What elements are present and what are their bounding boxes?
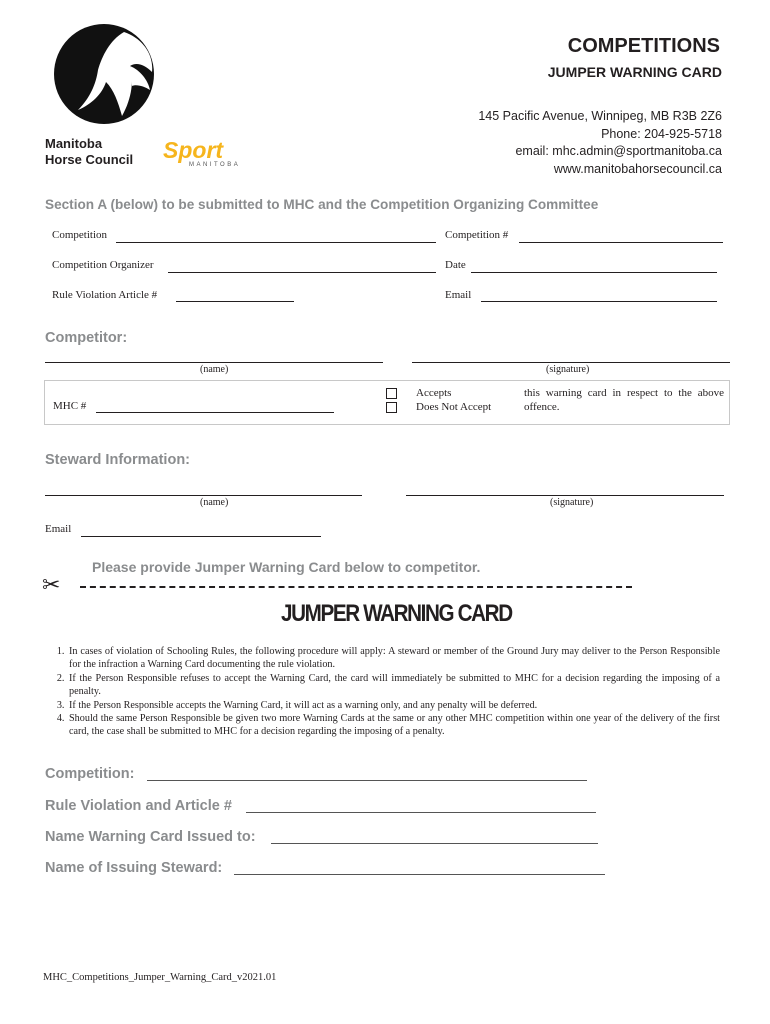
org-name-line1: Manitoba — [45, 136, 103, 151]
website: www.manitobahorsecouncil.ca — [553, 161, 722, 176]
email-field[interactable] — [481, 301, 717, 302]
horse-head-icon — [44, 24, 164, 139]
not-accept-checkbox[interactable] — [386, 402, 397, 413]
mhc-number-label: MHC # — [53, 400, 87, 412]
page-subtitle: JUMPER WARNING CARD — [547, 64, 722, 80]
card-issuing-steward-label: Name of Issuing Steward: — [45, 860, 223, 876]
organizer-field[interactable] — [168, 272, 436, 273]
page-title: COMPETITIONS — [567, 35, 720, 57]
accepts-checkbox[interactable] — [386, 388, 397, 399]
competitor-signature-caption: (signature) — [546, 364, 590, 375]
rules-list — [45, 645, 720, 739]
org-name-line2: Horse Council — [45, 152, 134, 167]
rule-item: 1. In cases of violation of Schooling Rules, the following procedure will apply: A steward or member of the Ground Jury may deliver to the Person Responsible for the infraction a Warning Card documenting the rule violation. — [67, 645, 720, 672]
mhc-logo — [44, 24, 164, 139]
steward-name-field[interactable] — [45, 495, 362, 496]
sport-manitoba-logo — [163, 138, 243, 172]
competitor-name-field[interactable] — [45, 362, 383, 363]
not-accept-label: Does Not Accept — [416, 401, 492, 413]
date-label: Date — [445, 259, 466, 271]
competitor-name-caption: (name) — [200, 364, 229, 375]
organizer-label: Competition Organizer — [52, 259, 154, 271]
footer-file-id: MHC_Competitions_Jumper_Warning_Card_v2021.01 — [43, 972, 277, 983]
sport-sub: MANITOBA — [189, 162, 241, 168]
card-rule-label: Rule Violation and Article # — [45, 798, 232, 814]
competition-number-field[interactable] — [519, 242, 723, 243]
card-issued-to-field[interactable] — [271, 843, 598, 844]
mhc-number-field[interactable] — [96, 412, 334, 413]
rule-item: 3. If the Person Responsible accepts the Warning Card, it will act as a warning only, and any penalty will be deferred. — [67, 699, 720, 712]
sport-word: Sport — [163, 137, 224, 163]
card-title: JUMPER WARNING CARD — [281, 600, 512, 627]
phone: Phone: 204-925-5718 — [601, 126, 722, 141]
accepts-label: Accepts — [416, 387, 452, 399]
card-issued-to-label: Name Warning Card Issued to: — [45, 829, 256, 845]
rule-article-field[interactable] — [176, 301, 294, 302]
competitor-heading: Competitor: — [45, 330, 128, 346]
date-field[interactable] — [471, 272, 717, 273]
section-a-heading: Section A (below) to be submitted to MHC and the Competition Organizing Committee — [45, 197, 599, 212]
competitor-signature-field[interactable] — [412, 362, 730, 363]
scissors-icon: ✂ — [42, 572, 61, 597]
steward-signature-field[interactable] — [406, 495, 724, 496]
card-competition-field[interactable] — [147, 780, 587, 781]
cut-line — [80, 586, 632, 588]
rule-item: 4. Should the same Person Responsible be given two more Warning Cards at the same or any other MHC competition within one year of the delivery of the first card, the case shall be submitted to MHC for a decision regarding the imposing of a penalty. — [67, 712, 720, 739]
card-issuing-steward-field[interactable] — [234, 874, 605, 875]
competition-label: Competition — [52, 229, 107, 241]
competition-number-label: Competition # — [445, 229, 509, 241]
card-competition-label: Competition: — [45, 766, 135, 782]
address: 145 Pacific Avenue, Winnipeg, MB R3B 2Z6 — [478, 109, 722, 123]
steward-email-field[interactable] — [81, 536, 321, 537]
steward-email-label: Email — [45, 523, 72, 535]
email-label: Email — [445, 289, 472, 301]
steward-signature-caption: (signature) — [550, 497, 594, 508]
rule-article-label: Rule Violation Article # — [52, 289, 158, 301]
competition-field[interactable] — [116, 242, 436, 243]
card-rule-field[interactable] — [246, 812, 596, 813]
steward-name-caption: (name) — [200, 497, 229, 508]
acceptance-statement: this warning card in respect to the above offence. — [524, 387, 724, 413]
cut-instruction: Please provide Jumper Warning Card below to competitor. — [92, 559, 481, 575]
steward-heading: Steward Information: — [45, 452, 191, 468]
email-address: email: mhc.admin@sportmanitoba.ca — [515, 144, 722, 158]
rule-item: 2. If the Person Responsible refuses to accept the Warning Card, the card will immediately be submitted to MHC for a decision regarding the imposing of a penalty. — [67, 672, 720, 699]
